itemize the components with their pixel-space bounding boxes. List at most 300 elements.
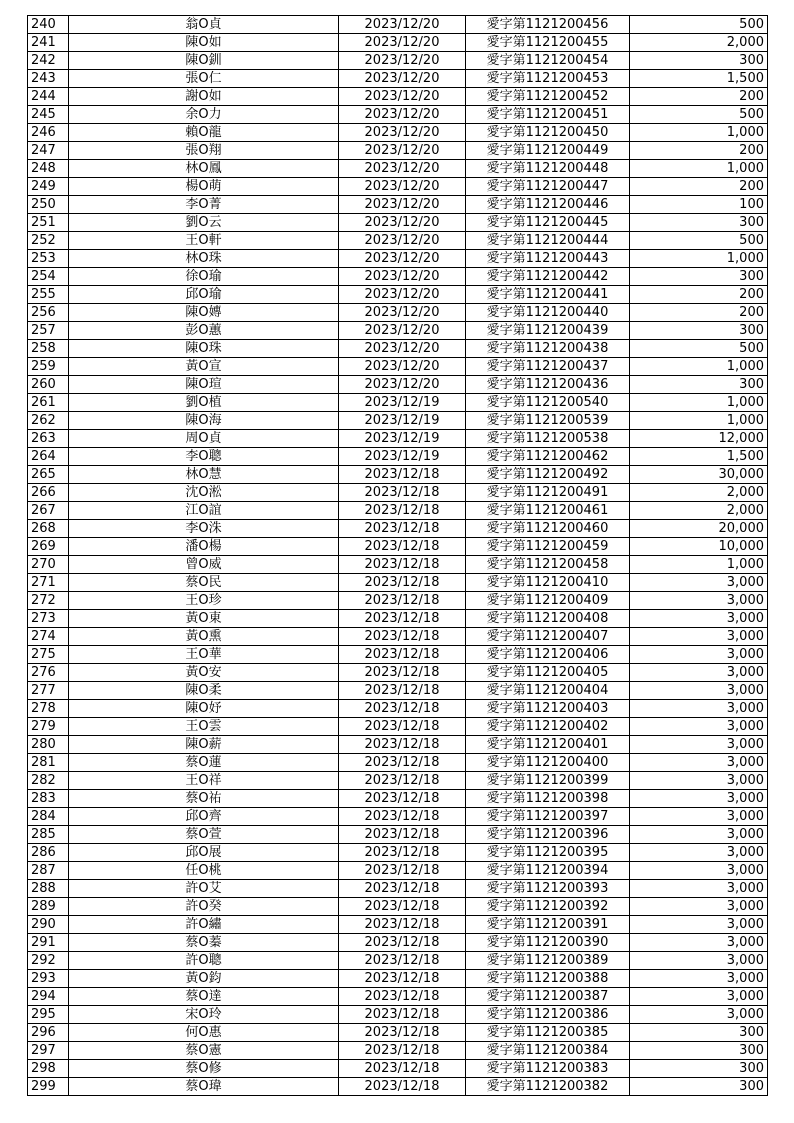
donor-name-cell: 蔡O憲 — [69, 1042, 339, 1060]
donor-name-cell: 林O鳳 — [69, 160, 339, 178]
table-row — [28, 628, 768, 646]
donor-name-cell: 李O洙 — [69, 520, 339, 538]
donor-name-cell: 王O雲 — [69, 718, 339, 736]
table-row — [28, 718, 768, 736]
receipt-number-cell: 愛字第1121200386 — [466, 1006, 630, 1024]
amount-cell: 300 — [630, 214, 768, 232]
date-cell: 2023/12/18 — [339, 898, 466, 916]
table-row — [28, 772, 768, 790]
receipt-number-cell: 愛字第1121200398 — [466, 790, 630, 808]
receipt-number-cell: 愛字第1121200408 — [466, 610, 630, 628]
receipt-number-cell: 愛字第1121200453 — [466, 70, 630, 88]
table-row — [28, 574, 768, 592]
table-row — [28, 1078, 768, 1096]
amount-cell: 300 — [630, 52, 768, 70]
table-row — [28, 16, 768, 34]
amount-cell: 500 — [630, 16, 768, 34]
seq-cell: 259 — [28, 358, 69, 376]
date-cell: 2023/12/18 — [339, 772, 466, 790]
table-row — [28, 124, 768, 142]
table-row — [28, 484, 768, 502]
seq-cell: 264 — [28, 448, 69, 466]
donor-name-cell: 陳O瑄 — [69, 376, 339, 394]
amount-cell: 3,000 — [630, 808, 768, 826]
table-row — [28, 142, 768, 160]
seq-cell: 299 — [28, 1078, 69, 1096]
date-cell: 2023/12/20 — [339, 70, 466, 88]
receipt-number-cell: 愛字第1121200459 — [466, 538, 630, 556]
amount-cell: 1,000 — [630, 412, 768, 430]
donor-name-cell: 陳O釧 — [69, 52, 339, 70]
seq-cell: 270 — [28, 556, 69, 574]
donor-name-cell: 黃O熏 — [69, 628, 339, 646]
amount-cell: 3,000 — [630, 952, 768, 970]
table-row — [28, 376, 768, 394]
donor-name-cell: 張O翔 — [69, 142, 339, 160]
table-row — [28, 250, 768, 268]
receipt-number-cell: 愛字第1121200403 — [466, 700, 630, 718]
seq-cell: 291 — [28, 934, 69, 952]
receipt-number-cell: 愛字第1121200450 — [466, 124, 630, 142]
seq-cell: 294 — [28, 988, 69, 1006]
date-cell: 2023/12/20 — [339, 16, 466, 34]
seq-cell: 274 — [28, 628, 69, 646]
donor-name-cell: 蔡O修 — [69, 1060, 339, 1078]
table-row — [28, 304, 768, 322]
receipt-number-cell: 愛字第1121200396 — [466, 826, 630, 844]
amount-cell: 3,000 — [630, 646, 768, 664]
date-cell: 2023/12/18 — [339, 502, 466, 520]
receipt-number-cell: 愛字第1121200394 — [466, 862, 630, 880]
amount-cell: 300 — [630, 1042, 768, 1060]
table-row — [28, 700, 768, 718]
seq-cell: 273 — [28, 610, 69, 628]
date-cell: 2023/12/18 — [339, 1060, 466, 1078]
date-cell: 2023/12/18 — [339, 520, 466, 538]
table-row — [28, 322, 768, 340]
amount-cell: 3,000 — [630, 790, 768, 808]
seq-cell: 255 — [28, 286, 69, 304]
table-row — [28, 502, 768, 520]
receipt-number-cell: 愛字第1121200538 — [466, 430, 630, 448]
amount-cell: 3,000 — [630, 592, 768, 610]
date-cell: 2023/12/20 — [339, 250, 466, 268]
receipt-number-cell: 愛字第1121200456 — [466, 16, 630, 34]
date-cell: 2023/12/18 — [339, 718, 466, 736]
date-cell: 2023/12/18 — [339, 1006, 466, 1024]
donor-name-cell: 李O菁 — [69, 196, 339, 214]
date-cell: 2023/12/18 — [339, 682, 466, 700]
seq-cell: 271 — [28, 574, 69, 592]
amount-cell: 10,000 — [630, 538, 768, 556]
donor-name-cell: 宋O玲 — [69, 1006, 339, 1024]
amount-cell: 1,000 — [630, 160, 768, 178]
date-cell: 2023/12/18 — [339, 592, 466, 610]
donor-name-cell: 余O力 — [69, 106, 339, 124]
donation-table-body — [28, 16, 768, 1096]
table-row — [28, 646, 768, 664]
table-row — [28, 358, 768, 376]
date-cell: 2023/12/18 — [339, 952, 466, 970]
seq-cell: 257 — [28, 322, 69, 340]
donor-name-cell: 邱O齊 — [69, 808, 339, 826]
amount-cell: 100 — [630, 196, 768, 214]
donor-name-cell: 許O繡 — [69, 916, 339, 934]
amount-cell: 3,000 — [630, 844, 768, 862]
receipt-number-cell: 愛字第1121200462 — [466, 448, 630, 466]
amount-cell: 200 — [630, 142, 768, 160]
donor-name-cell: 黃O鈞 — [69, 970, 339, 988]
table-row — [28, 754, 768, 772]
date-cell: 2023/12/20 — [339, 124, 466, 142]
table-row — [28, 34, 768, 52]
donation-list-page — [27, 15, 767, 1096]
receipt-number-cell: 愛字第1121200397 — [466, 808, 630, 826]
date-cell: 2023/12/20 — [339, 160, 466, 178]
table-row — [28, 268, 768, 286]
table-row — [28, 286, 768, 304]
donation-table — [27, 15, 768, 1096]
seq-cell: 261 — [28, 394, 69, 412]
receipt-number-cell: 愛字第1121200383 — [466, 1060, 630, 1078]
date-cell: 2023/12/18 — [339, 610, 466, 628]
table-row — [28, 430, 768, 448]
date-cell: 2023/12/20 — [339, 88, 466, 106]
amount-cell: 300 — [630, 1060, 768, 1078]
date-cell: 2023/12/18 — [339, 736, 466, 754]
table-row — [28, 412, 768, 430]
amount-cell: 3,000 — [630, 700, 768, 718]
donor-name-cell: 賴O龍 — [69, 124, 339, 142]
receipt-number-cell: 愛字第1121200438 — [466, 340, 630, 358]
amount-cell: 3,000 — [630, 988, 768, 1006]
amount-cell: 200 — [630, 286, 768, 304]
receipt-number-cell: 愛字第1121200441 — [466, 286, 630, 304]
receipt-number-cell: 愛字第1121200461 — [466, 502, 630, 520]
donor-name-cell: 江O誼 — [69, 502, 339, 520]
seq-cell: 245 — [28, 106, 69, 124]
table-row — [28, 88, 768, 106]
seq-cell: 246 — [28, 124, 69, 142]
donor-name-cell: 何O惠 — [69, 1024, 339, 1042]
amount-cell: 3,000 — [630, 916, 768, 934]
date-cell: 2023/12/19 — [339, 412, 466, 430]
donor-name-cell: 王O軒 — [69, 232, 339, 250]
seq-cell: 283 — [28, 790, 69, 808]
seq-cell: 254 — [28, 268, 69, 286]
date-cell: 2023/12/20 — [339, 196, 466, 214]
donor-name-cell: 許O艾 — [69, 880, 339, 898]
date-cell: 2023/12/18 — [339, 826, 466, 844]
table-row — [28, 664, 768, 682]
donor-name-cell: 蔡O蓮 — [69, 754, 339, 772]
donor-name-cell: 王O祥 — [69, 772, 339, 790]
table-row — [28, 1006, 768, 1024]
date-cell: 2023/12/18 — [339, 844, 466, 862]
date-cell: 2023/12/18 — [339, 700, 466, 718]
table-row — [28, 808, 768, 826]
seq-cell: 297 — [28, 1042, 69, 1060]
seq-cell: 281 — [28, 754, 69, 772]
table-row — [28, 232, 768, 250]
seq-cell: 265 — [28, 466, 69, 484]
date-cell: 2023/12/18 — [339, 754, 466, 772]
donor-name-cell: 徐O瑜 — [69, 268, 339, 286]
seq-cell: 282 — [28, 772, 69, 790]
receipt-number-cell: 愛字第1121200391 — [466, 916, 630, 934]
receipt-number-cell: 愛字第1121200442 — [466, 268, 630, 286]
donor-name-cell: 許O聰 — [69, 952, 339, 970]
date-cell: 2023/12/20 — [339, 106, 466, 124]
receipt-number-cell: 愛字第1121200445 — [466, 214, 630, 232]
table-row — [28, 826, 768, 844]
date-cell: 2023/12/18 — [339, 574, 466, 592]
donor-name-cell: 周O貞 — [69, 430, 339, 448]
receipt-number-cell: 愛字第1121200460 — [466, 520, 630, 538]
date-cell: 2023/12/18 — [339, 988, 466, 1006]
receipt-number-cell: 愛字第1121200444 — [466, 232, 630, 250]
receipt-number-cell: 愛字第1121200410 — [466, 574, 630, 592]
date-cell: 2023/12/20 — [339, 268, 466, 286]
seq-cell: 287 — [28, 862, 69, 880]
seq-cell: 243 — [28, 70, 69, 88]
seq-cell: 250 — [28, 196, 69, 214]
seq-cell: 260 — [28, 376, 69, 394]
seq-cell: 256 — [28, 304, 69, 322]
date-cell: 2023/12/18 — [339, 934, 466, 952]
donor-name-cell: 許O癸 — [69, 898, 339, 916]
receipt-number-cell: 愛字第1121200454 — [466, 52, 630, 70]
date-cell: 2023/12/18 — [339, 556, 466, 574]
receipt-number-cell: 愛字第1121200491 — [466, 484, 630, 502]
receipt-number-cell: 愛字第1121200390 — [466, 934, 630, 952]
receipt-number-cell: 愛字第1121200409 — [466, 592, 630, 610]
seq-cell: 266 — [28, 484, 69, 502]
date-cell: 2023/12/20 — [339, 232, 466, 250]
table-row — [28, 556, 768, 574]
receipt-number-cell: 愛字第1121200382 — [466, 1078, 630, 1096]
table-row — [28, 70, 768, 88]
seq-cell: 277 — [28, 682, 69, 700]
amount-cell: 3,000 — [630, 826, 768, 844]
table-row — [28, 106, 768, 124]
donor-name-cell: 翁O貞 — [69, 16, 339, 34]
receipt-number-cell: 愛字第1121200436 — [466, 376, 630, 394]
table-row — [28, 952, 768, 970]
receipt-number-cell: 愛字第1121200406 — [466, 646, 630, 664]
table-row — [28, 898, 768, 916]
amount-cell: 300 — [630, 1024, 768, 1042]
donor-name-cell: 曾O威 — [69, 556, 339, 574]
date-cell: 2023/12/20 — [339, 178, 466, 196]
amount-cell: 3,000 — [630, 934, 768, 952]
date-cell: 2023/12/18 — [339, 808, 466, 826]
amount-cell: 1,000 — [630, 124, 768, 142]
seq-cell: 272 — [28, 592, 69, 610]
amount-cell: 2,000 — [630, 502, 768, 520]
receipt-number-cell: 愛字第1121200384 — [466, 1042, 630, 1060]
receipt-number-cell: 愛字第1121200452 — [466, 88, 630, 106]
amount-cell: 3,000 — [630, 736, 768, 754]
seq-cell: 268 — [28, 520, 69, 538]
seq-cell: 258 — [28, 340, 69, 358]
receipt-number-cell: 愛字第1121200385 — [466, 1024, 630, 1042]
seq-cell: 242 — [28, 52, 69, 70]
date-cell: 2023/12/20 — [339, 340, 466, 358]
seq-cell: 244 — [28, 88, 69, 106]
donor-name-cell: 任O桃 — [69, 862, 339, 880]
table-row — [28, 790, 768, 808]
amount-cell: 3,000 — [630, 664, 768, 682]
donor-name-cell: 蔡O民 — [69, 574, 339, 592]
amount-cell: 1,500 — [630, 448, 768, 466]
table-row — [28, 52, 768, 70]
donor-name-cell: 黃O宣 — [69, 358, 339, 376]
receipt-number-cell: 愛字第1121200387 — [466, 988, 630, 1006]
amount-cell: 3,000 — [630, 898, 768, 916]
table-row — [28, 844, 768, 862]
seq-cell: 284 — [28, 808, 69, 826]
seq-cell: 241 — [28, 34, 69, 52]
amount-cell: 3,000 — [630, 772, 768, 790]
donor-name-cell: 劉O植 — [69, 394, 339, 412]
receipt-number-cell: 愛字第1121200455 — [466, 34, 630, 52]
amount-cell: 30,000 — [630, 466, 768, 484]
table-row — [28, 862, 768, 880]
date-cell: 2023/12/20 — [339, 376, 466, 394]
donor-name-cell: 蔡O萱 — [69, 826, 339, 844]
amount-cell: 12,000 — [630, 430, 768, 448]
donor-name-cell: 謝O如 — [69, 88, 339, 106]
date-cell: 2023/12/20 — [339, 52, 466, 70]
seq-cell: 252 — [28, 232, 69, 250]
donor-name-cell: 蔡O達 — [69, 988, 339, 1006]
table-row — [28, 1042, 768, 1060]
amount-cell: 500 — [630, 340, 768, 358]
date-cell: 2023/12/18 — [339, 790, 466, 808]
table-row — [28, 988, 768, 1006]
donor-name-cell: 陳O如 — [69, 34, 339, 52]
seq-cell: 290 — [28, 916, 69, 934]
receipt-number-cell: 愛字第1121200400 — [466, 754, 630, 772]
seq-cell: 248 — [28, 160, 69, 178]
date-cell: 2023/12/18 — [339, 1078, 466, 1096]
receipt-number-cell: 愛字第1121200437 — [466, 358, 630, 376]
receipt-number-cell: 愛字第1121200402 — [466, 718, 630, 736]
table-row — [28, 682, 768, 700]
donor-name-cell: 林O慧 — [69, 466, 339, 484]
donor-name-cell: 王O華 — [69, 646, 339, 664]
table-row — [28, 970, 768, 988]
donor-name-cell: 王O珍 — [69, 592, 339, 610]
receipt-number-cell: 愛字第1121200451 — [466, 106, 630, 124]
date-cell: 2023/12/18 — [339, 970, 466, 988]
receipt-number-cell: 愛字第1121200392 — [466, 898, 630, 916]
seq-cell: 292 — [28, 952, 69, 970]
table-row — [28, 214, 768, 232]
seq-cell: 278 — [28, 700, 69, 718]
donor-name-cell: 陳O妤 — [69, 700, 339, 718]
receipt-number-cell: 愛字第1121200539 — [466, 412, 630, 430]
receipt-number-cell: 愛字第1121200492 — [466, 466, 630, 484]
amount-cell: 2,000 — [630, 34, 768, 52]
amount-cell: 3,000 — [630, 1006, 768, 1024]
amount-cell: 3,000 — [630, 628, 768, 646]
date-cell: 2023/12/18 — [339, 538, 466, 556]
date-cell: 2023/12/19 — [339, 394, 466, 412]
donor-name-cell: 蔡O祐 — [69, 790, 339, 808]
table-row — [28, 196, 768, 214]
amount-cell: 1,000 — [630, 556, 768, 574]
seq-cell: 296 — [28, 1024, 69, 1042]
amount-cell: 200 — [630, 88, 768, 106]
seq-cell: 289 — [28, 898, 69, 916]
receipt-number-cell: 愛字第1121200389 — [466, 952, 630, 970]
donor-name-cell: 楊O萌 — [69, 178, 339, 196]
amount-cell: 3,000 — [630, 754, 768, 772]
donor-name-cell: 蔡O蓁 — [69, 934, 339, 952]
receipt-number-cell: 愛字第1121200440 — [466, 304, 630, 322]
seq-cell: 247 — [28, 142, 69, 160]
amount-cell: 1,000 — [630, 358, 768, 376]
table-row — [28, 178, 768, 196]
seq-cell: 279 — [28, 718, 69, 736]
date-cell: 2023/12/18 — [339, 466, 466, 484]
amount-cell: 20,000 — [630, 520, 768, 538]
date-cell: 2023/12/20 — [339, 304, 466, 322]
donor-name-cell: 李O聰 — [69, 448, 339, 466]
donor-name-cell: 陳O嫥 — [69, 304, 339, 322]
table-row — [28, 520, 768, 538]
seq-cell: 240 — [28, 16, 69, 34]
receipt-number-cell: 愛字第1121200448 — [466, 160, 630, 178]
date-cell: 2023/12/18 — [339, 1042, 466, 1060]
date-cell: 2023/12/19 — [339, 430, 466, 448]
table-row — [28, 160, 768, 178]
date-cell: 2023/12/18 — [339, 916, 466, 934]
date-cell: 2023/12/20 — [339, 322, 466, 340]
donor-name-cell: 邱O展 — [69, 844, 339, 862]
amount-cell: 3,000 — [630, 718, 768, 736]
amount-cell: 300 — [630, 268, 768, 286]
amount-cell: 300 — [630, 1078, 768, 1096]
amount-cell: 1,000 — [630, 394, 768, 412]
amount-cell: 300 — [630, 322, 768, 340]
receipt-number-cell: 愛字第1121200458 — [466, 556, 630, 574]
seq-cell: 249 — [28, 178, 69, 196]
donor-name-cell: 沈O淞 — [69, 484, 339, 502]
amount-cell: 3,000 — [630, 574, 768, 592]
amount-cell: 200 — [630, 304, 768, 322]
seq-cell: 298 — [28, 1060, 69, 1078]
table-row — [28, 466, 768, 484]
seq-cell: 285 — [28, 826, 69, 844]
amount-cell: 500 — [630, 106, 768, 124]
seq-cell: 262 — [28, 412, 69, 430]
table-row — [28, 736, 768, 754]
table-row — [28, 538, 768, 556]
amount-cell: 3,000 — [630, 970, 768, 988]
donor-name-cell: 陳O柔 — [69, 682, 339, 700]
donor-name-cell: 邱O瑜 — [69, 286, 339, 304]
receipt-number-cell: 愛字第1121200405 — [466, 664, 630, 682]
donor-name-cell: 黃O安 — [69, 664, 339, 682]
amount-cell: 200 — [630, 178, 768, 196]
date-cell: 2023/12/20 — [339, 358, 466, 376]
receipt-number-cell: 愛字第1121200395 — [466, 844, 630, 862]
donor-name-cell: 張O仁 — [69, 70, 339, 88]
table-row — [28, 610, 768, 628]
